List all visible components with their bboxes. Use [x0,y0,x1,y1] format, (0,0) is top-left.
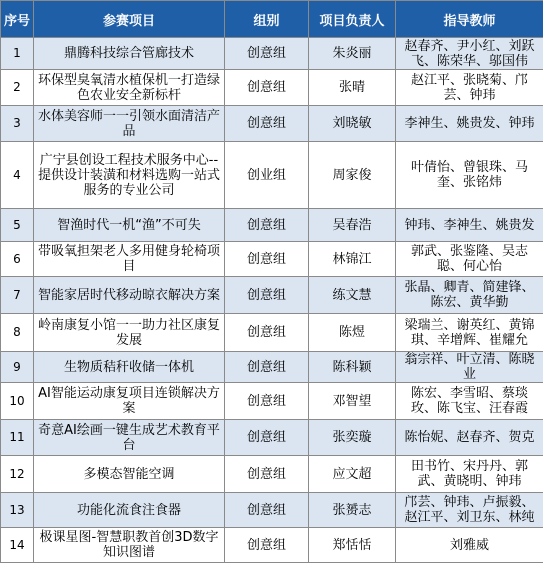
cell-teacher: 郭武、张鉴隆、吴志聪、何心怡 [396,242,543,277]
cell-no: 2 [1,70,34,106]
cell-no: 1 [1,38,34,70]
cell-project: 鼎腾科技综合管廊技术 [34,38,225,70]
cell-group: 创意组 [225,106,309,142]
cell-teacher: 叶倩怡、曾银珠、马奎、张铭炜 [396,142,543,209]
cell-project: 多模态智能空调 [34,456,225,493]
cell-no: 9 [1,352,34,383]
cell-no: 12 [1,456,34,493]
cell-no: 3 [1,106,34,142]
header-row [1,1,543,38]
cell-teacher: 田书竹、宋丹丹、郭武、黄晓明、钟玮 [396,456,543,493]
cell-no: 10 [1,383,34,420]
cell-group: 创业组 [225,142,309,209]
cell-teacher: 赵春齐、尹小红、刘跃飞、陈荣华、邬国伟 [396,38,543,70]
cell-project: 广宁县创设工程技术服务中心--提供设计装潢和材料选购一站式服务的专业公司 [34,142,225,209]
cell-teacher: 钟玮、李神生、姚贵发 [396,209,543,242]
header-no: 序号 [1,1,34,38]
cell-no: 6 [1,242,34,277]
table-body [1,38,543,563]
cell-project: 岭南康复小馆一一助力社区康复发展 [34,314,225,352]
cell-group: 创意组 [225,277,309,314]
cell-project: 智渔时代一机“渔”不可失 [34,209,225,242]
table-row [1,493,543,528]
cell-leader: 刘晓敏 [309,106,396,142]
header-leader: 项目负责人 [309,1,396,38]
cell-group: 创意组 [225,70,309,106]
table-row [1,456,543,493]
cell-no: 14 [1,528,34,563]
header-group: 组别 [225,1,309,38]
table-row [1,242,543,277]
cell-teacher: 陈宏、李雪昭、蔡琰玫、陈飞宝、汪春霞 [396,383,543,420]
table-row [1,142,543,209]
cell-project: AI智能运动康复项目连锁解决方案 [34,383,225,420]
cell-group: 创意组 [225,383,309,420]
cell-leader: 陈科颖 [309,352,396,383]
cell-leader: 吴春浩 [309,209,396,242]
cell-leader: 张奕璇 [309,420,396,456]
cell-leader: 邓智望 [309,383,396,420]
cell-teacher: 李神生、姚贵发、钟玮 [396,106,543,142]
cell-no: 8 [1,314,34,352]
cell-group: 创意组 [225,493,309,528]
table-row [1,352,543,383]
table-row [1,38,543,70]
table-row [1,209,543,242]
cell-project: 极课星图-智慧职教首创3D数字知识图谱 [34,528,225,563]
table-row [1,528,543,563]
cell-leader: 郑恬恬 [309,528,396,563]
cell-group: 创意组 [225,209,309,242]
cell-group: 创意组 [225,38,309,70]
cell-leader: 张晴 [309,70,396,106]
table-row [1,277,543,314]
cell-project: 生物质秸秆收储一体机 [34,352,225,383]
cell-group: 创意组 [225,242,309,277]
table-row [1,383,543,420]
table-row [1,314,543,352]
cell-leader: 练文慧 [309,277,396,314]
cell-project: 功能化流食注食器 [34,493,225,528]
cell-no: 7 [1,277,34,314]
cell-project: 带吸氧担架老人多用健身轮椅项目 [34,242,225,277]
header-project: 参赛项目 [34,1,225,38]
cell-group: 创意组 [225,420,309,456]
cell-leader: 陈煜 [309,314,396,352]
cell-project: 环保型臭氧清水植保机一打造绿色农业安全新标杆 [34,70,225,106]
cell-leader: 张赟志 [309,493,396,528]
cell-teacher: 刘雅威 [396,528,543,563]
header-teacher: 指导教师 [396,1,543,38]
cell-teacher: 翁宗祥、叶立清、陈晓业 [396,352,543,383]
cell-leader: 朱炎丽 [309,38,396,70]
cell-project: 智能家居时代移动晾衣解决方案 [34,277,225,314]
cell-group: 创意组 [225,352,309,383]
cell-no: 13 [1,493,34,528]
cell-teacher: 邝芸、钟玮、卢振毅、赵江平、刘卫东、林纯 [396,493,543,528]
cell-no: 11 [1,420,34,456]
cell-leader: 周家俊 [309,142,396,209]
cell-leader: 应文超 [309,456,396,493]
cell-teacher: 陈怡妮、赵春齐、贺克 [396,420,543,456]
table-row [1,106,543,142]
cell-project: 水体美容师一一引领水面清洁产品 [34,106,225,142]
cell-group: 创意组 [225,456,309,493]
cell-no: 4 [1,142,34,209]
table-row [1,420,543,456]
cell-teacher: 赵江平、张晓菊、邝芸、钟玮 [396,70,543,106]
cell-group: 创意组 [225,314,309,352]
cell-teacher: 梁瑞兰、谢英红、黄锦琪、辛增辉、崔耀允 [396,314,543,352]
cell-group: 创意组 [225,528,309,563]
cell-leader: 林锦江 [309,242,396,277]
table-row [1,70,543,106]
cell-no: 5 [1,209,34,242]
cell-project: 奇意AI绘画一键生成艺术教育平台 [34,420,225,456]
cell-teacher: 张晶、卿青、简建锋、陈宏、黄华勤 [396,277,543,314]
